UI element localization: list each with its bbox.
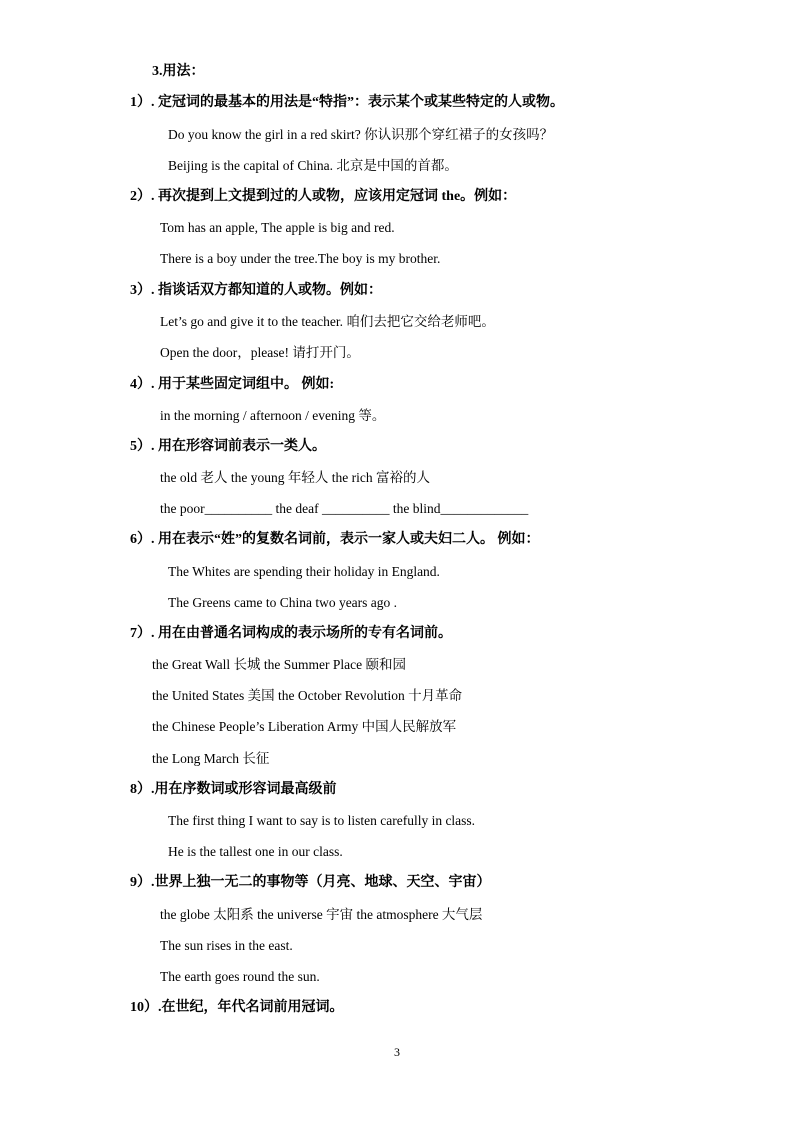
section-heading: 9）.世界上独一无二的事物等（月亮、地球、天空、宇宙） (130, 875, 491, 890)
example-line: the Great Wall 长城 the Summer Place 颐和园 (152, 657, 406, 672)
example-line: Open the door，please! 请打开门。 (160, 345, 360, 360)
example-line: The earth goes round the sun. (160, 969, 320, 984)
example-line: Beijing is the capital of China. 北京是中国的首都。 (168, 158, 458, 173)
section-heading: 4）. 用于某些固定词组中。 例如: (130, 377, 335, 392)
section-heading: 8）.用在序数词或形容词最高级前 (130, 782, 337, 797)
example-line: the poor__________ the deaf __________ the blind_____________ (160, 501, 529, 516)
page-number: 3 (394, 1045, 400, 1059)
section-heading: 3）. 指谈话双方都知道的人或物。例如： (130, 283, 382, 298)
section-heading: 2）. 再次提到上文提到过的人或物，应该用定冠词 the。例如： (130, 189, 517, 204)
section-heading: 6）. 用在表示“姓”的复数名词前，表示一家人或夫妇二人。 例如： (130, 532, 540, 547)
example-line: The first thing I want to say is to listen carefully in class. (168, 813, 476, 828)
example-line: The sun rises in the east. (160, 938, 293, 953)
example-line: the Long March 长征 (152, 751, 270, 766)
section-title: 3.用法： (152, 64, 205, 79)
section-heading: 10）.在世纪，年代名词前用冠词。 (130, 1000, 344, 1015)
example-line: the globe 太阳系 the universe 宇宙 the atmosphere 大气层 (160, 907, 483, 922)
section-heading: 7）. 用在由普通名词构成的表示场所的专有名词前。 (130, 626, 452, 641)
example-line: The Whites are spending their holiday in England. (168, 564, 440, 579)
example-line: in the morning / afternoon / evening 等。 (160, 408, 386, 423)
section-heading: 1）. 定冠词的最基本的用法是“特指”：表示某个或某些特定的人或物。 (130, 95, 564, 110)
example-line: Do you know the girl in a red skirt? 你认识那个穿红裙子的女孩吗？ (168, 127, 554, 142)
example-line: Tom has an apple, The apple is big and red. (160, 220, 395, 235)
example-line: He is the tallest one in our class. (168, 844, 343, 859)
example-line: Let’s go and give it to the teacher. 咱们去把它交给老师吧。 (160, 314, 495, 329)
example-line: the old 老人 the young 年轻人 the rich 富裕的人 (160, 470, 430, 485)
section-heading: 5）. 用在形容词前表示一类人。 (130, 439, 326, 454)
example-line: the Chinese People’s Liberation Army 中国人民解放军 (152, 719, 457, 734)
example-line: The Greens came to China two years ago . (168, 595, 398, 610)
example-line: the United States 美国 the October Revolution 十月革命 (152, 688, 463, 703)
example-line: There is a boy under the tree.The boy is my brother. (160, 251, 441, 266)
